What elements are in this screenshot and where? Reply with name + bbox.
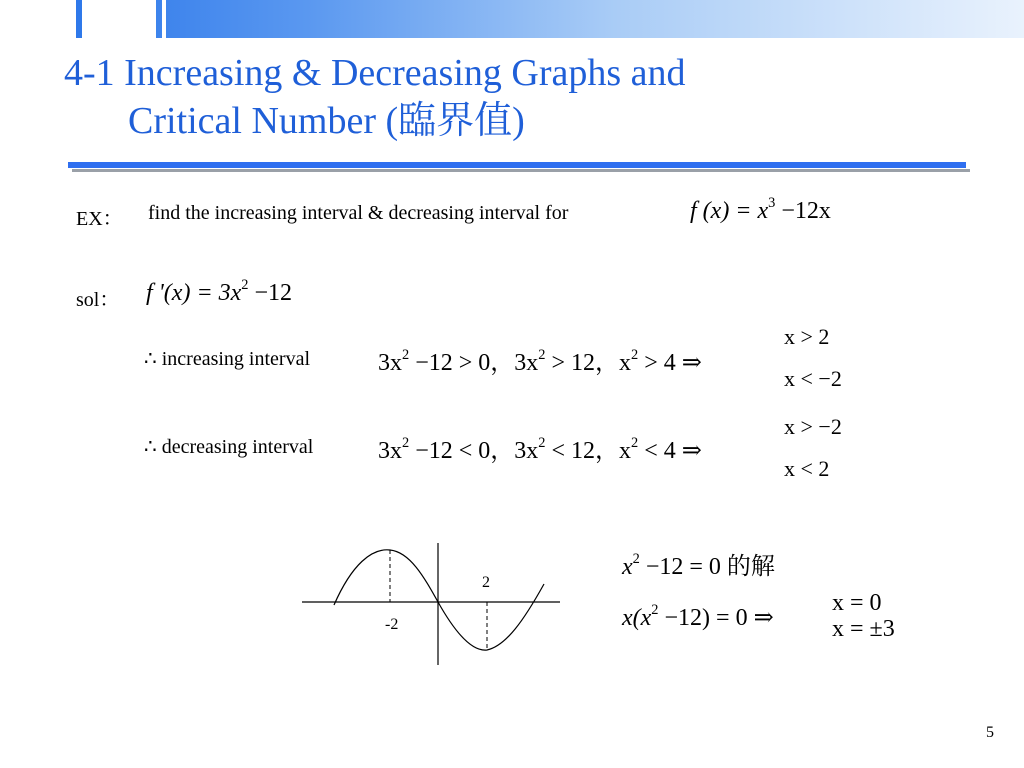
decreasing-result-2: x < 2 bbox=[784, 456, 830, 481]
roots-result-1: x = 0 bbox=[832, 590, 882, 616]
dec-term-3: < 12，x bbox=[545, 438, 632, 464]
graph-label-pos: 2 bbox=[482, 574, 490, 591]
roots-eq1-b: −12 = 0 的解 bbox=[639, 554, 775, 580]
increasing-label: ∴ increasing interval bbox=[144, 348, 310, 370]
dec-exponent: 2 bbox=[402, 435, 410, 452]
function-lhs: f (x) = x bbox=[690, 198, 769, 224]
roots-eq2-b: −12) = 0 ⇒ bbox=[658, 605, 774, 631]
roots-eq1-a: x bbox=[622, 554, 633, 580]
increasing-result-1: x > 2 bbox=[784, 324, 830, 349]
page-number: 5 bbox=[986, 724, 994, 741]
inc-term-4: > 4 ⇒ bbox=[638, 350, 702, 376]
dec-term-4: < 4 ⇒ bbox=[638, 438, 702, 464]
example-label: EX： bbox=[76, 208, 123, 230]
curve bbox=[334, 550, 544, 650]
roots-eq2-exponent: 2 bbox=[651, 602, 659, 619]
derivative-exponent: 2 bbox=[241, 277, 249, 294]
inc-term-2: −12 > 0，3x bbox=[409, 350, 539, 376]
dec-exponent: 2 bbox=[631, 435, 639, 452]
inc-term-1: 3x bbox=[378, 350, 402, 376]
title-line-2: Critical Number (臨界值) bbox=[128, 99, 525, 142]
function-exponent: 3 bbox=[768, 195, 776, 212]
roots-equation-2 bbox=[622, 603, 774, 632]
derivative-rhs: −12 bbox=[248, 280, 293, 306]
title-line-1: 4-1 Increasing & Decreasing Graphs and bbox=[64, 52, 686, 94]
inc-term-3: > 12，x bbox=[545, 350, 632, 376]
roots-equation-1 bbox=[622, 546, 775, 581]
decreasing-result-1: x > −2 bbox=[784, 414, 842, 439]
derivative-lhs: f '(x) = 3x bbox=[146, 280, 242, 306]
dec-term-2: −12 < 0，3x bbox=[409, 438, 539, 464]
solution-label: sol： bbox=[76, 289, 120, 311]
decreasing-label: ∴ decreasing interval bbox=[144, 436, 314, 458]
dec-term-1: 3x bbox=[378, 438, 402, 464]
inc-exponent: 2 bbox=[402, 347, 410, 364]
roots-eq1-exponent: 2 bbox=[632, 551, 640, 568]
graph-label-neg: -2 bbox=[385, 616, 399, 633]
roots-eq2-a: x(x bbox=[622, 605, 652, 631]
example-text: find the increasing interval & decreasing interval for bbox=[148, 202, 569, 224]
dec-exponent: 2 bbox=[538, 435, 546, 452]
increasing-result-2: x < −2 bbox=[784, 366, 842, 391]
inc-exponent: 2 bbox=[538, 347, 546, 364]
function-rhs: −12x bbox=[775, 198, 831, 224]
roots-result-2: x = ±3 bbox=[832, 616, 895, 642]
inc-exponent: 2 bbox=[631, 347, 639, 364]
